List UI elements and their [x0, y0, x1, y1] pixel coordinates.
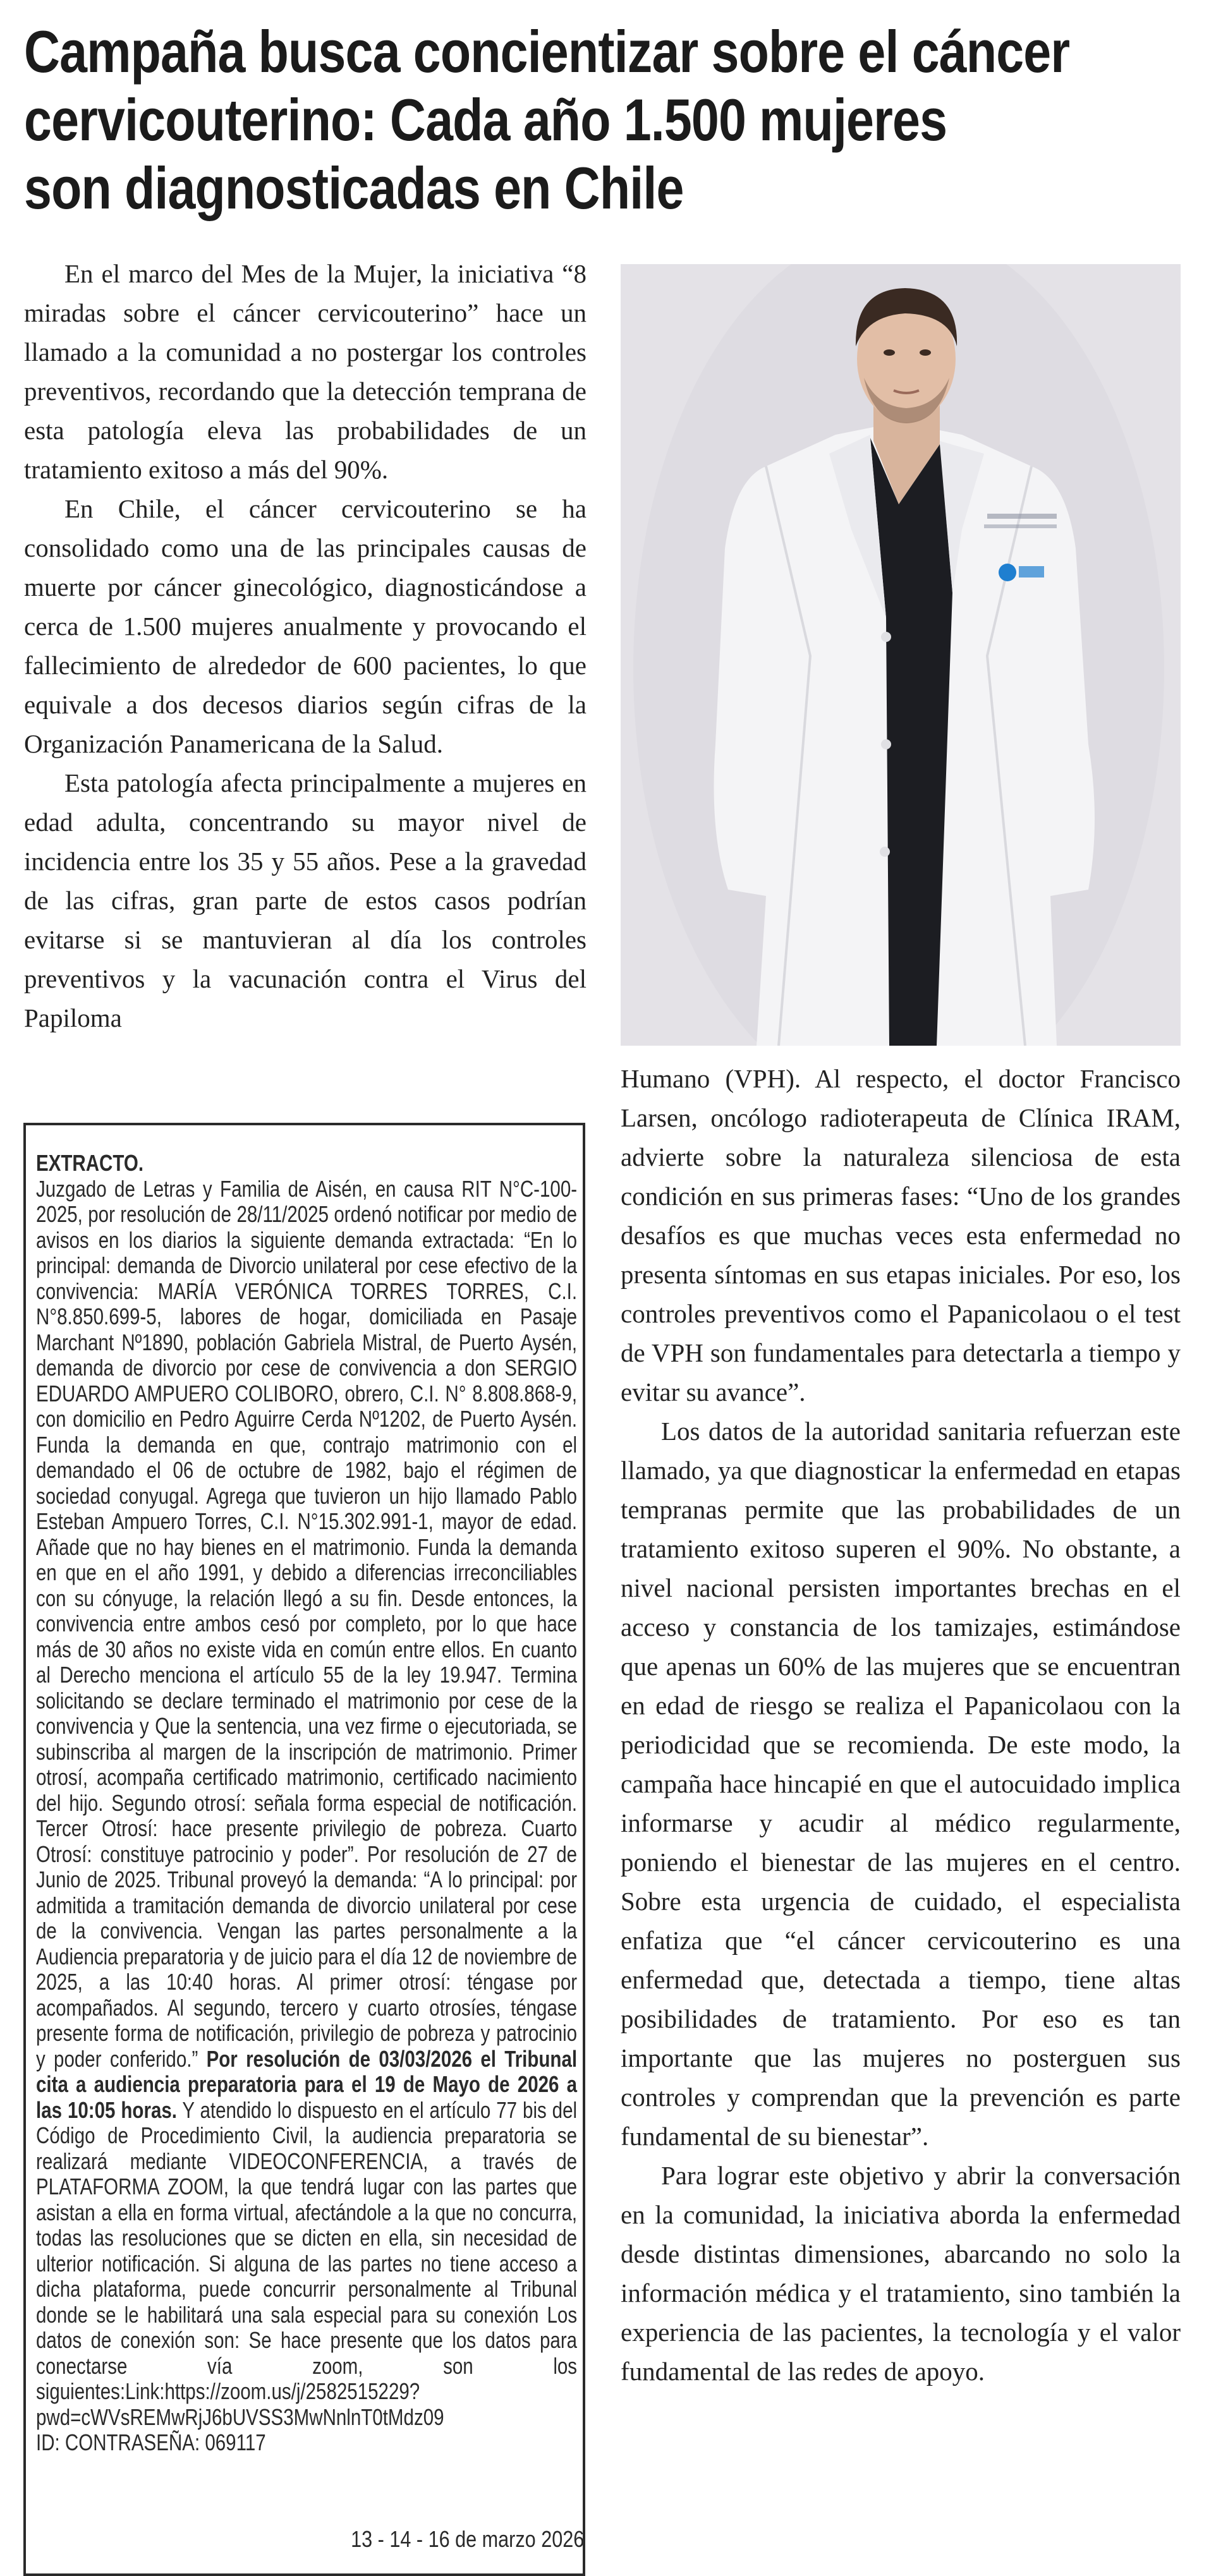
article-paragraph: Esta patología afecta principalmente a mujeres en edad adulta, concentrando su mayor nivel de incidencia entre los 35 y 55 años. Pese a la gravedad de las cifras, gran parte de estos casos podrían evitarse si se mantuvieran al día los controles preventivos y la vacunación contra el Virus del Papiloma [24, 768, 587, 1032]
zoom-password-line: pwd=cWVsREMwRjJ6bUVSS3MwNnlnT0tMdz09 [36, 2404, 444, 2430]
clinic-logo-icon [999, 564, 1016, 581]
legal-notice-bold: Por resolución de 03/03/2026 el Tribunal cita a audiencia preparatoria para el 19 de Mayo de 2026 a las 10:05 horas. [36, 2045, 578, 2123]
legal-notice-heading: EXTRACTO. [36, 1150, 144, 1176]
doctor-photo [621, 264, 1181, 1046]
publication-date: 13 - 14 - 16 de marzo 2026 [350, 2526, 584, 2552]
article-paragraph: En Chile, el cáncer cervicouterino se ha consolidado como una de las principales causas de muerte por cáncer ginecológico, diagnosticándose a cerca de 1.500 mujeres anualmente y provocando el fallecimiento de alrededor de 600 pacientes, lo que equivale a dos decesos diarios según cifras de la Organización Panamericana de la Salud. [24, 494, 587, 758]
legal-notice-box [23, 1123, 585, 2576]
article-paragraph: Para lograr este objetivo y abrir la conversación en la comunidad, la iniciativa aborda la enfermedad desde distintas dimensiones, abarcando no solo la información médica y el tratamiento, sino también la experiencia de las pacientes, la tecnología y el valor fundamental de las redes de apoyo. [621, 2161, 1181, 2386]
legal-notice-text [36, 1151, 577, 2456]
legal-notice-body: Juzgado de Letras y Familia de Aisén, en causa RIT N°C-100-2025, por resolución de 28/11/2025 ordenó notificar por medio de avisos en los diarios la siguiente demanda extractada: “En lo principal: demanda de Divorcio unilateral por cese efectivo de la convivencia: MARÍA VERÓNICA TORRES TORRES, C.I. N°8.850.699-5, labores de hogar, domiciliada en Pasaje Marchant Nº1890, población Gabriela Mistral, de Puerto Aysén, demanda de divorcio por cese de convivencia a don SERGIO EDUARDO AMPUERO COLIBORO, obrero, C.I. N° 8.808.868-9, con domicilio en Pedro Aguirre Cerda Nº1202, de Puerto Aysén. Funda la demanda en que, contrajo matrimonio con el demandado el 06 de octubre de 1982, bajo el régimen de sociedad conyugal. Agrega que tuvieron un hijo llamado Pablo Esteban Ampuero Torres, C.I. N°15.302.991-1, mayor de edad. Añade que no hay bienes en el matrimonio. Funda la demanda en que en el año 1991, y debido a diferencias irreconciliables con su cónyuge, la relación llegó a su fin. Desde entonces, la convivencia entre ambos cesó por completo, por lo que hace más de 30 años no existe vida en común entre ellos. En cuanto al Derecho menciona el artículo 55 de la ley 19.947. Termina solicitando se declare terminado el matrimonio por cese de la convivencia y Que la sentencia, una vez firme o ejecutoriada, se subinscriba al margen de la inscripción de matrimonio. Primer otrosí, acompaña certificado matrimonio, certificado nacimiento del hijo. Segundo otrosí: señala forma especial de notificación. Tercer Otrosí: hace presente privilegio de pobreza. Cuarto Otrosí: constituye patrocinio y poder”. Por resolución de 27 de Junio de 2025. Tribunal proveyó la demanda: “A lo principal: por admitida a tramitación demanda de divorcio unilateral por cese de la convivencia. Vengan las partes personalmente a la Audiencia preparatoria y de juicio para el día 12 de noviembre de 2025, a las 10:40 horas. Al primer otrosí: téngase por acompañados. Al segundo, tercero y cuarto otrosíes, téngase presente forma de notificación, privilegio de pobreza y patrocinio y poder conferido.” [36, 1175, 578, 2072]
zoom-id-line: ID: CONTRASEÑA: 069117 [36, 2429, 266, 2455]
title-line: Campaña busca concientizar sobre el cáncer [24, 18, 1070, 85]
title-line: cervicouterino: Cada año 1.500 mujeres [24, 87, 947, 153]
article-paragraph: Los datos de la autoridad sanitaria refuerzan este llamado, ya que diagnosticar la enfermedad en etapas tempranas permite que las probabilidades de un tratamiento exitoso superen el 90%. No obstante, a nivel nacional persisten importantes brechas en el acceso y constancia de los tamizajes, estimándose que apenas un 60% de las mujeres que se encuentran en edad de riesgo se realiza el Papanicolaou con la periodicidad que se recomienda. De este modo, la campaña hace hincapié en que el autocuidado implica informarse y acudir al médico regularmente, poniendo el bienestar de las mujeres en el centro. Sobre esta urgencia de cuidado, el especialista enfatiza que “el cáncer cervicouterino es una enfermedad que, detectada a tiempo, tiene altas posibilidades de tratamiento. Por eso es tan importante que las mujeres no posterguen sus controles y comprendan que la prevención es parte fundamental de su bienestar”. [621, 1417, 1181, 2151]
article-title [24, 18, 1192, 222]
title-line: son diagnosticadas en Chile [24, 155, 684, 221]
article-column-left [24, 254, 587, 1037]
article-paragraph: Humano (VPH). Al respecto, el doctor Francisco Larsen, oncólogo radioterapeuta de Clínica IRAM, advierte sobre la naturaleza silenciosa de esta condición en sus primeras fases: “Uno de los grandes desafíos es que muchas veces esta enfermedad no presenta síntomas en sus etapas iniciales. Por eso, los controles preventivos como el Papanicolaou o el test de VPH son fundamentales para detectarla a tiempo y evitar su avance”. [621, 1064, 1181, 1406]
article-column-right [621, 1059, 1181, 2391]
article-paragraph: En el marco del Mes de la Mujer, la iniciativa “8 miradas sobre el cáncer cervicouterino” hace un llamado a la comunidad a no postergar los controles preventivos, recordando que la detección temprana de esta patología eleva las probabilidades de un tratamiento exitoso a más del 90%. [24, 259, 587, 484]
legal-notice-body: Y atendido lo dispuesto en el artículo 77 bis del Código de Procedimiento Civil, la audiencia preparatoria se realizará mediante VIDEOCONFERENCIA, a través de PLATAFORMA ZOOM, la que tendrá lugar con las partes que asistan a ella en forma virtual, afectándole a la que no concurra, todas las resoluciones que se dicten en ella, sin necesidad de ulterior notificación. Si alguna de las partes no tiene acceso a dicha plataforma, puede concurrir personalmente al Tribunal donde se le habilitará una sala especial para su conexión Los datos de conexión son: Se hace presente que los datos para conectarse vía zoom, son los siguientes:Link:https://zoom.us/j/2582515229? [36, 2096, 578, 2404]
